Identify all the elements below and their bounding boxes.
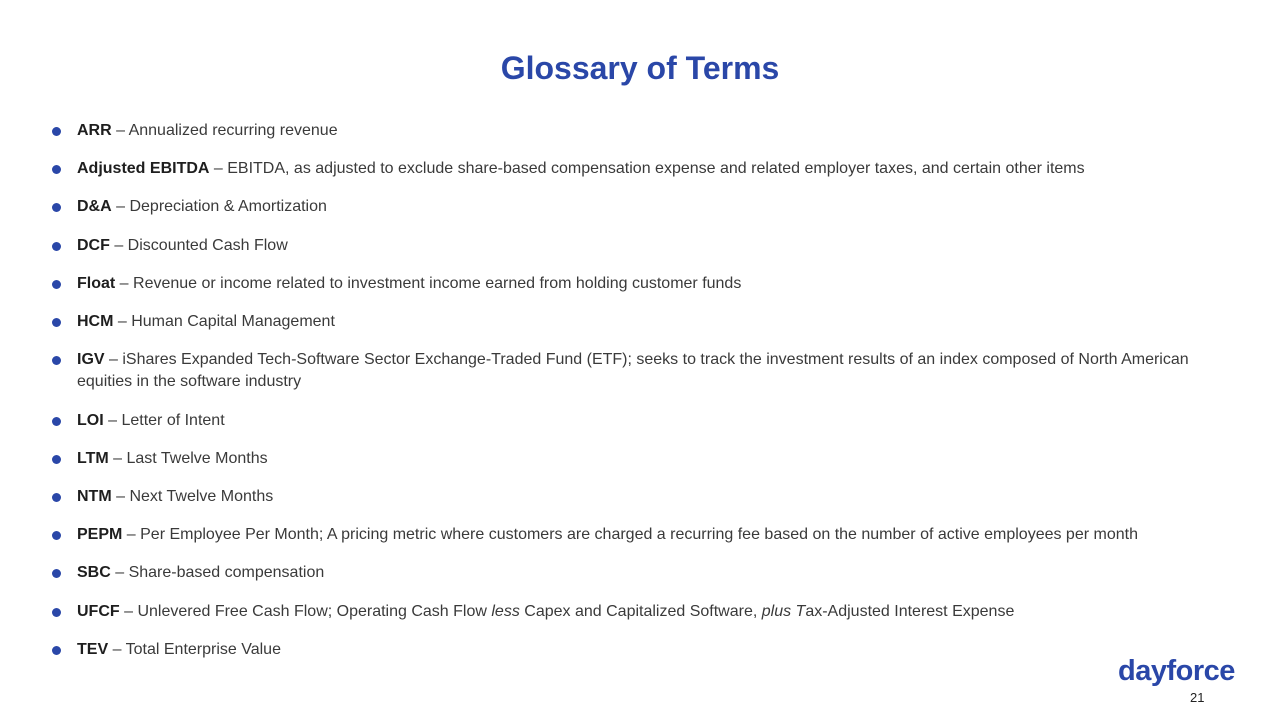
glossary-definition: – Annualized recurring revenue bbox=[111, 122, 338, 139]
glossary-term: Float bbox=[77, 274, 116, 292]
glossary-definition: – Per Employee Per Month; A pricing metric where customers are charged a recurring fee based on the number of active employees per month bbox=[122, 526, 1138, 544]
bullet-icon bbox=[52, 356, 61, 365]
list-item bbox=[52, 410, 1232, 432]
glossary-definition-part: – Unlevered Free Cash Flow; Operating Cash Flow bbox=[119, 602, 492, 620]
bullet-icon bbox=[52, 127, 61, 136]
glossary-definition: – Revenue or income related to investment income earned from holding customer funds bbox=[115, 274, 742, 292]
bullet-icon bbox=[52, 646, 61, 655]
glossary-list bbox=[52, 120, 1232, 677]
list-item bbox=[52, 158, 1232, 180]
bullet-icon bbox=[52, 608, 61, 617]
glossary-term: Adjusted EBITDA bbox=[77, 160, 210, 178]
glossary-term: IGV bbox=[77, 351, 105, 369]
glossary-definition: – Share-based compensation bbox=[110, 564, 325, 582]
glossary-term: UFCF bbox=[77, 602, 120, 620]
bullet-icon bbox=[52, 318, 61, 327]
glossary-definition: – Discounted Cash Flow bbox=[109, 236, 288, 254]
list-item bbox=[52, 601, 1232, 623]
bullet-icon bbox=[52, 203, 61, 212]
bullet-icon bbox=[52, 165, 61, 174]
glossary-definition-part: Capex and Capitalized Software, bbox=[519, 602, 762, 620]
list-item bbox=[52, 311, 1232, 333]
glossary-term: D&A bbox=[77, 198, 112, 216]
list-item bbox=[52, 562, 1232, 584]
glossary-definition: – Last Twelve Months bbox=[108, 449, 268, 467]
glossary-definition: – Letter of Intent bbox=[103, 411, 225, 429]
glossary-term: HCM bbox=[77, 312, 114, 330]
glossary-term: SBC bbox=[77, 564, 111, 582]
list-item bbox=[52, 448, 1232, 470]
list-item bbox=[52, 196, 1232, 218]
dayforce-logo: dayforce bbox=[1118, 655, 1235, 687]
page-number: 21 bbox=[1190, 690, 1205, 705]
list-item bbox=[52, 273, 1232, 295]
glossary-definition: – Human Capital Management bbox=[113, 312, 335, 330]
bullet-icon bbox=[52, 569, 61, 578]
glossary-definition: – Next Twelve Months bbox=[111, 488, 274, 506]
glossary-term: ARR bbox=[77, 122, 112, 139]
bullet-icon bbox=[52, 242, 61, 251]
glossary-term: NTM bbox=[77, 488, 112, 506]
glossary-definition: – Total Enterprise Value bbox=[108, 640, 281, 658]
bullet-icon bbox=[52, 493, 61, 502]
glossary-definition-emphasis: less bbox=[491, 602, 520, 620]
glossary-definition: – EBITDA, as adjusted to exclude share-based compensation expense and related employer taxes, and certain other items bbox=[209, 160, 1085, 178]
bullet-icon bbox=[52, 531, 61, 540]
bullet-icon bbox=[52, 280, 61, 289]
list-item bbox=[52, 349, 1232, 393]
glossary-term: LTM bbox=[77, 449, 109, 467]
glossary-definition-part: ax-Adjusted Interest Expense bbox=[805, 602, 1015, 620]
glossary-term: TEV bbox=[77, 640, 109, 658]
list-item bbox=[52, 235, 1232, 257]
page-title: Glossary of Terms bbox=[500, 50, 780, 86]
bullet-icon bbox=[52, 455, 61, 464]
glossary-term: LOI bbox=[77, 411, 104, 429]
list-item bbox=[52, 486, 1232, 508]
glossary-term: PEPM bbox=[77, 526, 123, 544]
glossary-definition: – iShares Expanded Tech-Software Sector Exchange-Traded Fund (ETF); seeks to track the investment results of an index composed of North American equities in the software industry bbox=[77, 351, 1189, 391]
glossary-term: DCF bbox=[77, 236, 110, 254]
glossary-definition-emphasis: plus T bbox=[761, 602, 806, 620]
glossary-definition: – Depreciation & Amortization bbox=[111, 198, 327, 216]
list-item bbox=[52, 639, 1232, 661]
list-item bbox=[52, 524, 1232, 546]
list-item bbox=[52, 120, 1232, 142]
bullet-icon bbox=[52, 417, 61, 426]
